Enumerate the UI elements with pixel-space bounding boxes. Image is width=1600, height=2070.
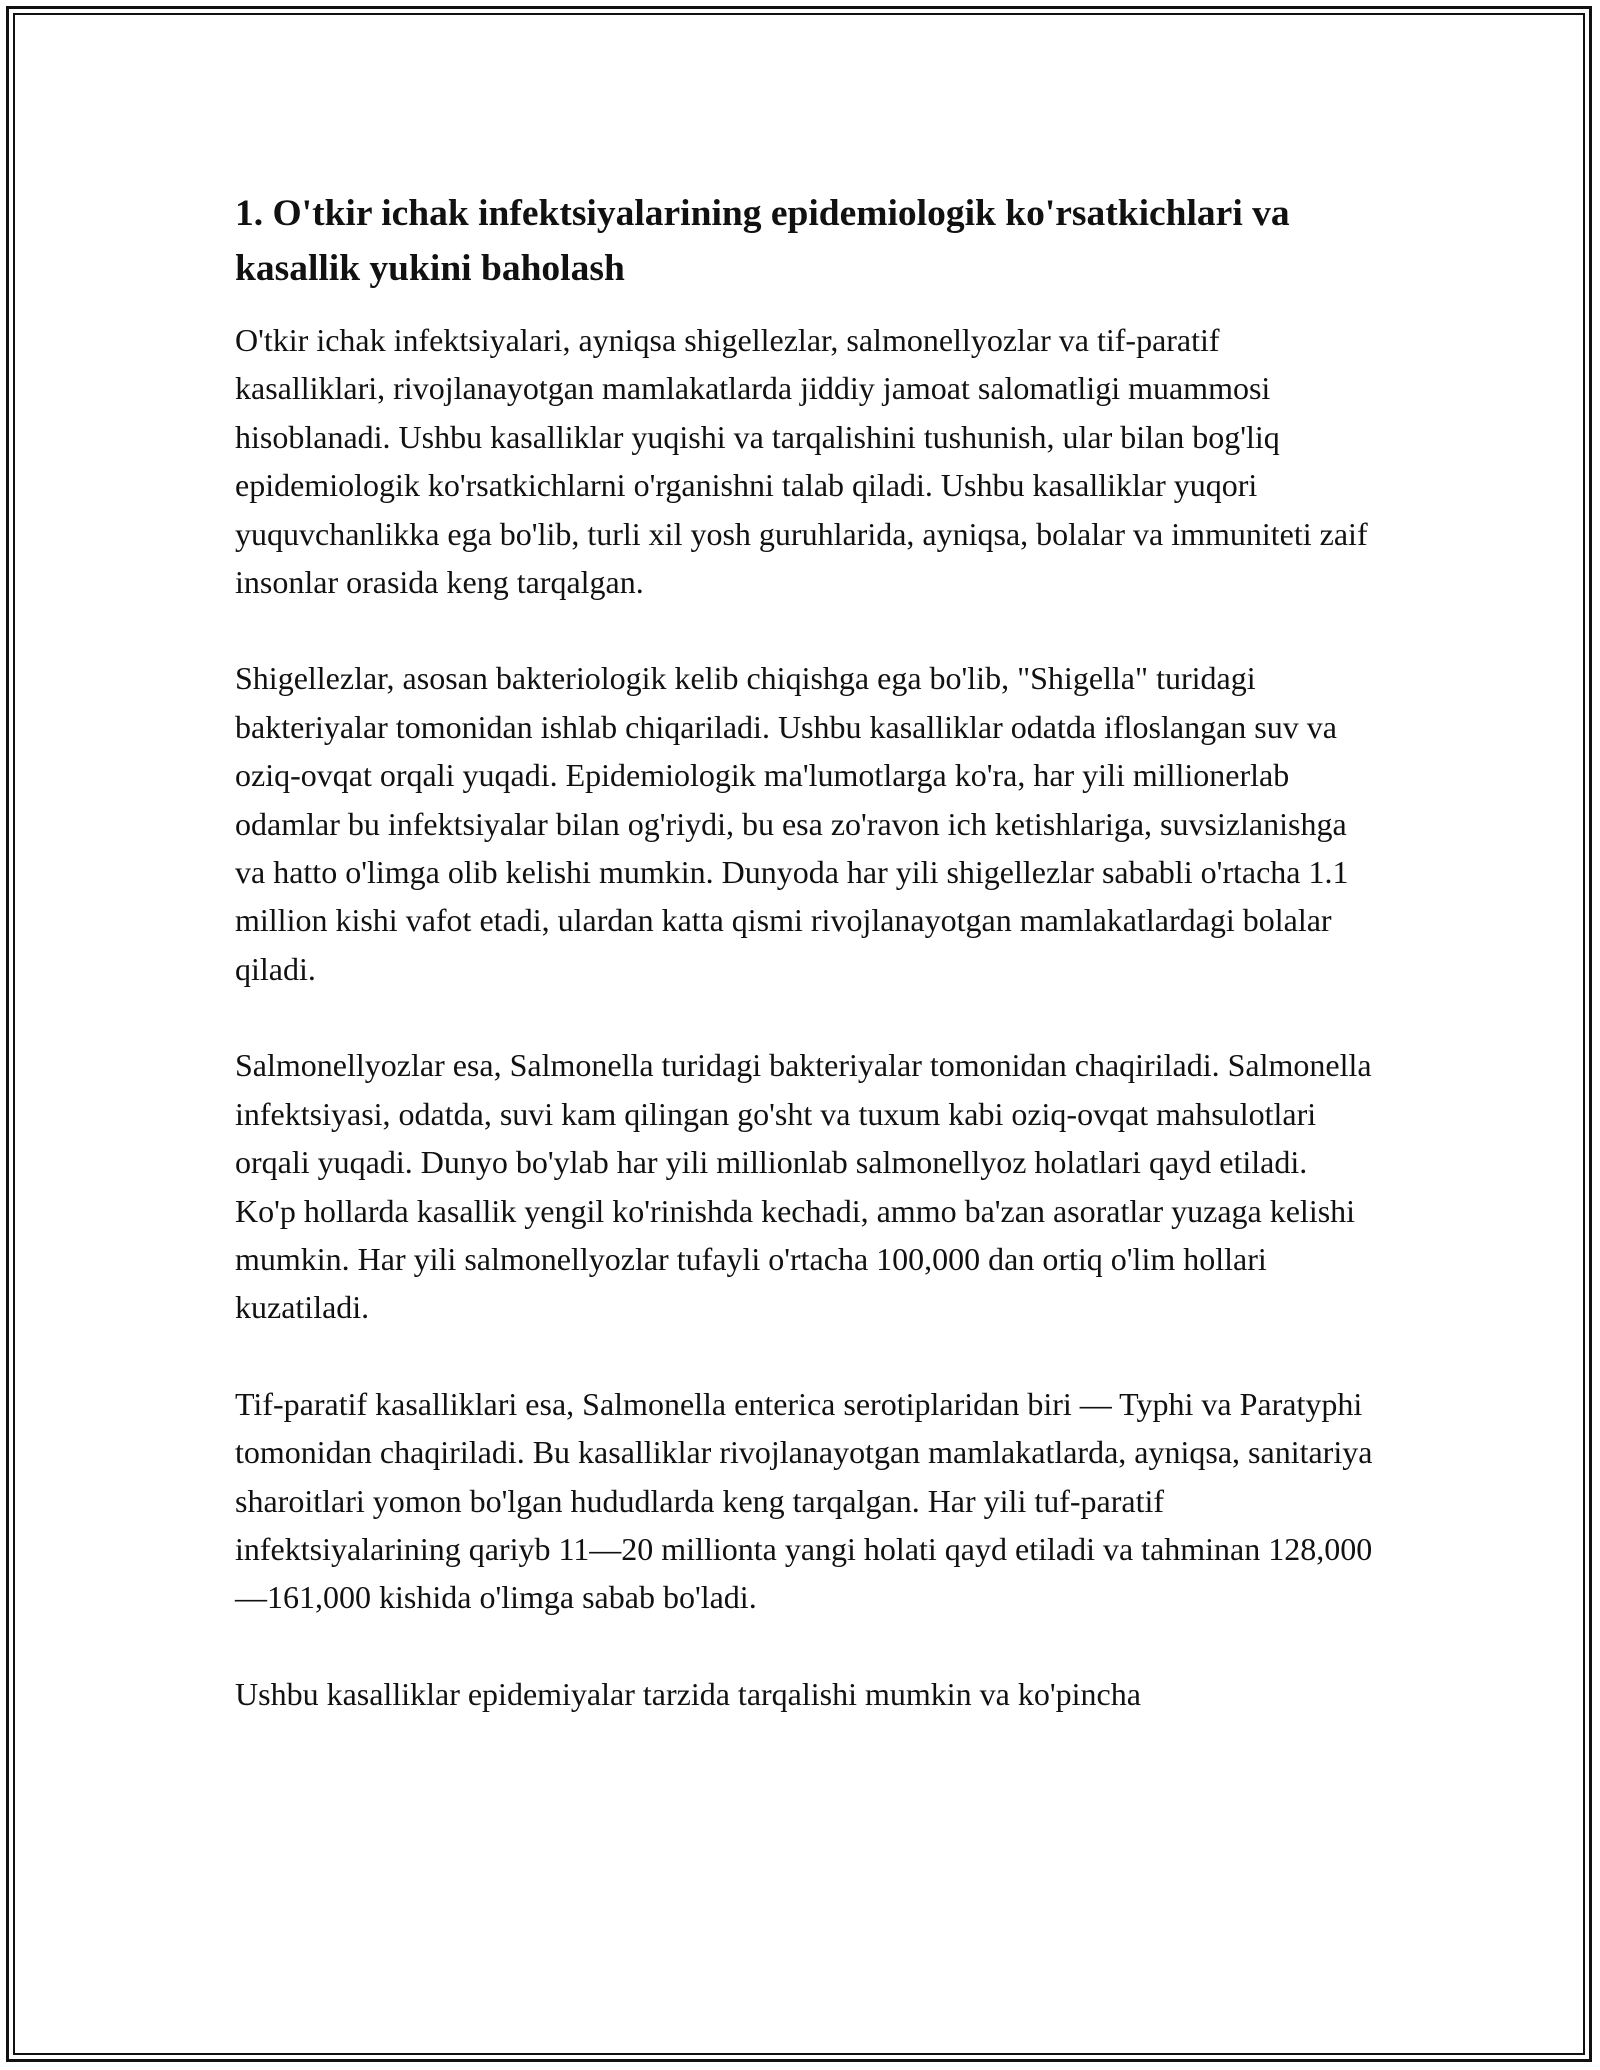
section-heading: 1. O'tkir ichak infektsiyalarining epidemiologik ko'rsatkichlari va kasallik yukini baholash — [235, 193, 1290, 289]
paragraph-shigellosis: Shigellezlar, asosan bakteriologik kelib chiqishga ega bo'lib, "Shigella" turidagi bakteriyalar tomonidan ishlab chiqariladi. Ushbu kasalliklar odatda ifloslangan suv va oziq-ovqat orqali yuqadi. Epidemiologik ma'lumotlarga ko'ra, har yili millionerlab odamlar bu infektsiyalar bilan og'riydi, bu esa zo'ravon ich ketishlariga, suvsizlanishga va hatto o'limga olib kelishi mumkin. Dunyoda har yili shigellezlar sababli o'rtacha 1.1 million kishi vafot etadi, ulardan katta qismi rivojlanayotgan mamlakatlardagi bolalar qiladi. — [235, 660, 1349, 987]
paragraph-salmonellosis: Salmonellyozlar esa, Salmonella turidagi bakteriyalar tomonidan chaqiriladi. Salmonella infektsiyasi, odatda, suvi kam qilingan go'sht va tuxum kabi oziq-ovqat mahsulotlari orqali yuqadi. Dunyo bo'ylab har yili millionlab salmonellyoz holatlari qayd etiladi. Ko'p hollarda kasallik yengil ko'rinishda kechadi, ammo ba'zan asoratlar yuzaga kelishi mumkin. Har yili salmonellyozlar tufayli o'rtacha 100,000 dan ortiq o'lim hollari kuzatiladi. — [235, 1047, 1372, 1326]
paragraph-epidemics: Ushbu kasalliklar epidemiyalar tarzida tarqalishi mumkin va ko'pincha — [235, 1675, 1141, 1712]
paragraph-intro: O'tkir ichak infektsiyalari, ayniqsa shigellezlar, salmonellyozlar va tif-paratif kasalliklari, rivojlanayotgan mamlakatlarda jiddiy jamoat salomatligi muammosi hisoblanadi. Ushbu kasalliklar yuqishi va tarqalishini tushunish, ular bilan bog'liq epidemiologik ko'rsatkichlarni o'rganishni talab qiladi. Ushbu kasalliklar yuqori yuquvchanlikka ega bo'lib, turli xil yosh guruhlarida, ayniqsa, bolalar va immuniteti zaif insonlar orasida keng tarqalgan. — [235, 322, 1368, 601]
document-body — [235, 186, 1375, 1766]
paragraph-typhoid: Tif-paratif kasalliklari esa, Salmonella enterica serotiplaridan biri — Typhi va Paratyphi tomonidan chaqiriladi. Bu kasalliklar rivojlanayotgan mamlakatlarda, ayniqsa, sanitariya sharoitlari yomon bo'lgan hududlarda keng tarqalgan. Har yili tuf-paratif infektsiyalarining qariyb 11—20 millionta yangi holati qayd etiladi va tahminan 128,000—161,000 kishida o'limga sabab bo'ladi. — [235, 1385, 1373, 1616]
